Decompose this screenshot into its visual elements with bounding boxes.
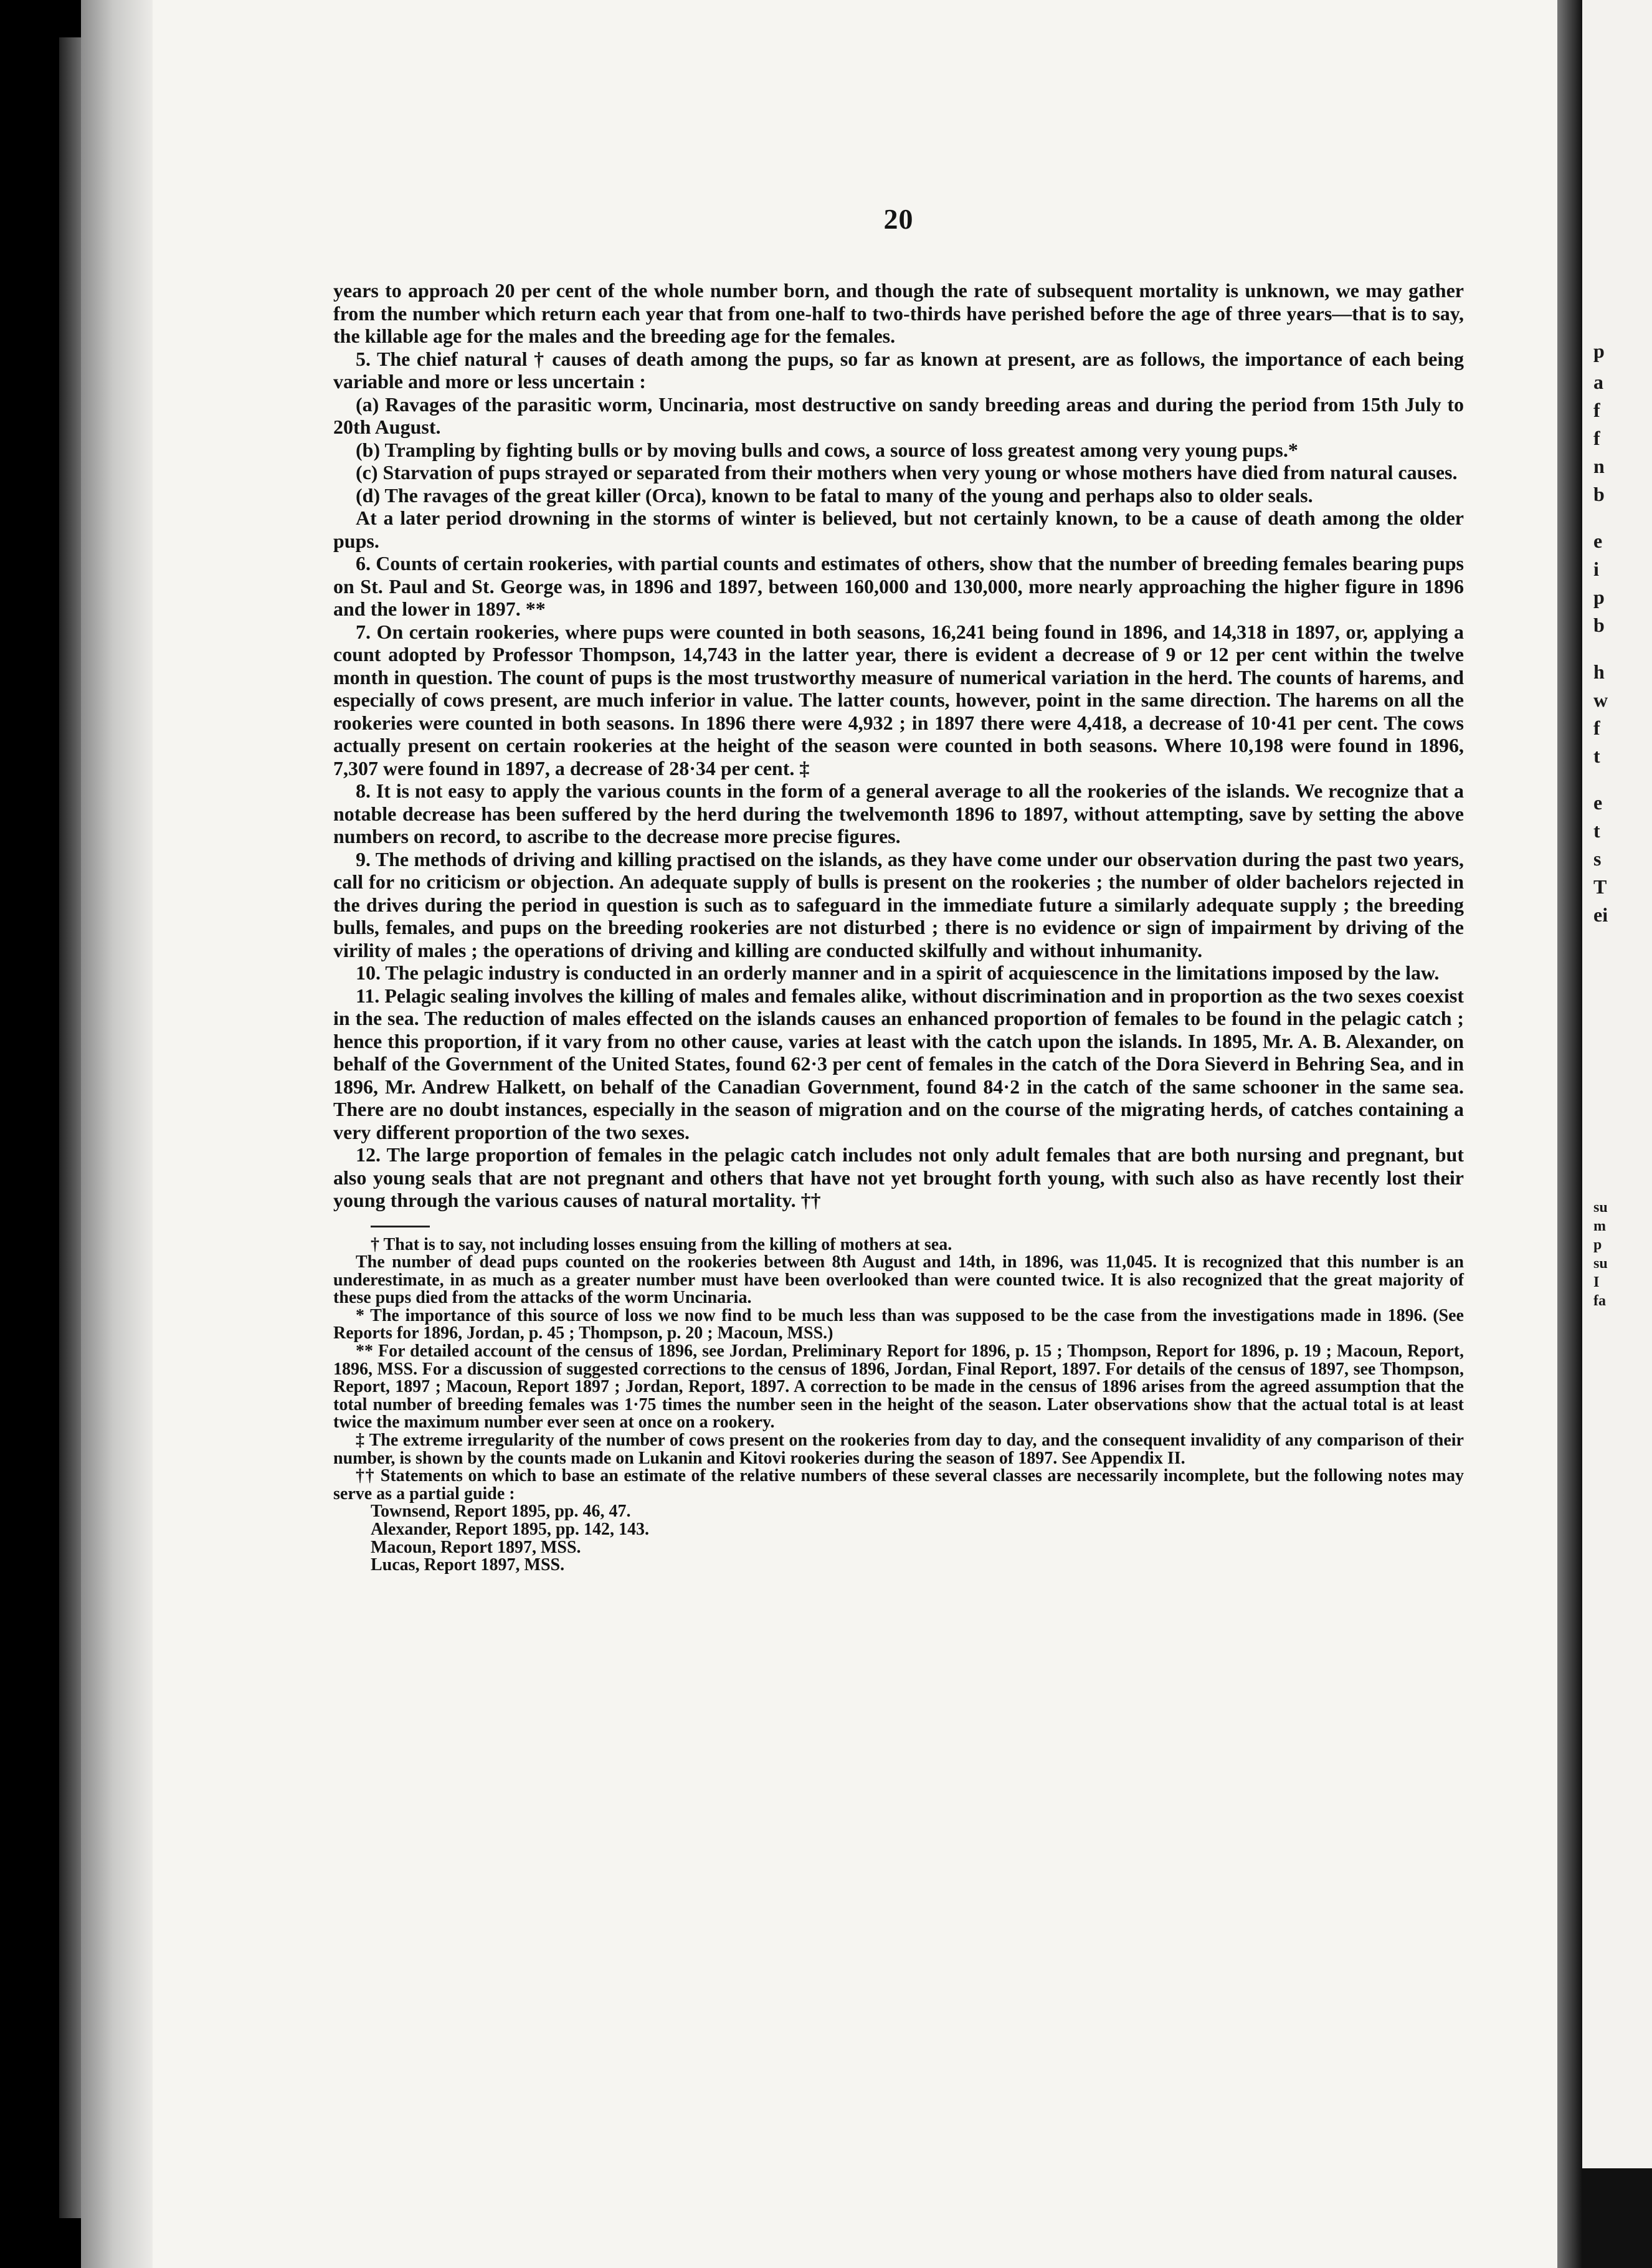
adjacent-page-fragment: n (1593, 455, 1605, 477)
page-number: 20 (883, 203, 914, 235)
adjacent-page-fragment: e (1593, 791, 1603, 814)
adjacent-page-strip (1582, 0, 1652, 2268)
paragraph-8: 8. It is not easy to apply the various counts in the form of a general average to all the rookeries of the islands. We recognize that a notable decrease has been suffered by the herd during the twelvemonth 1896 to 1897, without attempting, save by setting the above numbers on record, to ascribe to the decrease more precise figures. (333, 779, 1464, 847)
footnote-double-asterisk: ** For detailed account of the census of 1896, see Jordan, Preliminary Report for 1896, p. 15 ; Thompson, Report for 1896, p. 19 ; Macoun, Report, 1896, MSS. For a discussion of suggested corrections to the census of 1896, Jordan, Final Report, 1897. For details of the census of 1897, see Thompson, Report, 1897 ; Macoun, Report 1897 ; Jordan, Report, 1897. A correction to be made in the census of 1896 arises from the agreed assumption that the total number of breeding females was 1·75 times the number seen in the height of the season. Later observations show that the actual total is at least twice the maximum number ever seen at once on a rookery. (333, 1341, 1464, 1432)
paragraph-9: 9. The methods of driving and killing practised on the islands, as they have come under our observation during the past two years, call for no criticism or objection. An adequate supply of bulls is present on the rookeries ; the number of older bachelors rejected in the drives during the period in question is such as to safeguard in the immediate future a similarly adequate supply ; the breeding bulls, females, and pups on the breeding rookeries are not disturbed ; there is no evidence or sign of impairment by driving of the virility of males ; the operations of driving and killing are conducted skilfully and without inhumanity. (333, 847, 1464, 961)
binding-shadow (59, 37, 84, 2218)
footnotes (333, 1236, 1464, 1575)
paragraph-5b: (b) Trampling by fighting bulls or by moving bulls and cows, a source of loss greatest among very young pups.* (356, 438, 1298, 461)
adjacent-page-fragment: t (1593, 745, 1600, 767)
footnote-divider (371, 1226, 430, 1227)
footnote-asterisk: * The importance of this source of loss we now find to be much less than was supposed to be the case from the investigations made in 1896. (See Reports for 1896, Jordan, p. 45 ; Thompson, p. 20 ; Macoun, MSS.) (333, 1305, 1464, 1343)
adjacent-page-fragment: p (1593, 1237, 1602, 1253)
adjacent-page-fragment: su (1593, 1199, 1608, 1216)
adjacent-page-fragment: s (1593, 847, 1602, 870)
adjacent-page-fragment: e (1593, 530, 1603, 552)
adjacent-page-fragment: f (1593, 399, 1600, 421)
paragraph-7: 7. On certain rookeries, where pups were counted in both seasons, 16,241 being found in 1896, and 14,318 in 1897, or, applying a count adopted by Professor Thompson, 14,743 in the latter year, there is evident a decrease of 9 or 12 per cent within the twelve month in question. The count of pups is the most trustworthy measure of numerical variation in the herd. The counts of harems, and especially of cows present, are much inferior in value. The latter counts, however, point in the same direction. The harems on all the rookeries were counted in both seasons. In 1896 there were 4,932 ; in 1897 there were 4,418, a decrease of 10·41 per cent. The cows actually present on certain rookeries at the height of the season were counted in both seasons. Where 10,198 were found in 1896, 7,307 were found in 1897, a decrease of 28·34 per cent. ‡ (333, 620, 1464, 779)
paragraph-5d: (d) The ravages of the great killer (Orca), known to be fatal to many of the young and perhaps also to older seals. (356, 484, 1313, 507)
page-edge-left (81, 0, 153, 2268)
adjacent-page-fragment: h (1593, 660, 1605, 683)
adjacent-page-fragment: ei (1593, 903, 1608, 926)
adjacent-page-fragment: b (1593, 483, 1605, 505)
paragraph-continuation: years to approach 20 per cent of the whole number born, and though the rate of subsequent mortality is unknown, we may gather from the number which return each year that from one-half to two-thirds have perished before the age of three years—that is to say, the killable age for the males and the breeding age for the females. (333, 279, 1464, 347)
adjacent-page-fragment: w (1593, 688, 1608, 711)
paragraph-12: 12. The large proportion of females in the pelagic catch includes not only adult females that are both nursing and pregnant, but also young seals that are not pregnant and others that have not yet brought forth young, with such also as have recently lost their young through the various causes of natural mortality. †† (333, 1143, 1464, 1211)
adjacent-page-fragment: p (1593, 586, 1605, 608)
reference-item: Townsend, Report 1895, pp. 46, 47. (371, 1502, 631, 1522)
page-gutter-right (1557, 0, 1582, 2268)
footnote-double-dagger: ‡ The extreme irregularity of the number of cows present on the rookeries from day to day, and the consequent invalidity of any comparison of their number, is shown by the counts made on Lukanin and Kitovi rookeries during the season of 1897. See Appendix II. (333, 1431, 1464, 1468)
paragraph-11: 11. Pelagic sealing involves the killing of males and females alike, without discrimination and in proportion as the two sexes coexist in the sea. The reduction of males effected on the islands causes an enhanced proportion of females to be found in the pelagic catch ; hence this proportion, if it vary from no other cause, varies at least with the catch upon the islands. In 1895, Mr. A. B. Alexander, on behalf of the Government of the United States, found 62·3 per cent of females in the catch of the Dora Sieverd in Behring Sea, and in 1896, Mr. Andrew Halkett, on behalf of the Canadian Government, found 84·2 in the catch of the same schooner in the same sea. There are no doubt instances, especially in the season of migration and on the course of the migrating herds, of catches containing a very different proportion of the two sexes. (333, 984, 1464, 1143)
adjacent-page-fragment: t (1593, 819, 1600, 842)
footnote-dead-pups: The number of dead pups counted on the rookeries between 8th August and 14th, in 1896, was 11,045. It is recognized that this number is an underestimate, in as much as a greater number must have been overlooked than were counted twice. It is also recognized that the great majority of these pups died from the attacks of the worm Uncinaria. (333, 1252, 1464, 1308)
paragraph-5a: (a) Ravages of the parasitic worm, Uncinaria, most destructive on sandy breeding areas and during the period from 15th July to 20th August. (333, 393, 1464, 438)
adjacent-page-fragment: T (1593, 875, 1607, 898)
adjacent-page-fragment: I (1593, 1274, 1600, 1290)
paragraph-6: 6. Counts of certain rookeries, with partial counts and estimates of others, show that the number of breeding females bearing pups on St. Paul and St. George was, in 1896 and 1897, between 160,000 and 130,000, more nearly approaching the higher figure in 1896 and the lower in 1897. ** (333, 552, 1464, 620)
adjacent-page-fragment: fa (1593, 1293, 1606, 1309)
adjacent-page-fragment: b (1593, 614, 1605, 636)
reference-item: Alexander, Report 1895, pp. 142, 143. (371, 1520, 649, 1539)
page-text-block (333, 202, 1464, 1575)
adjacent-page-fragment: f (1593, 717, 1600, 739)
paragraph-5-later-period: At a later period drowning in the storms of winter is believed, but not certainly known, to be a cause of death among the older pups. (333, 507, 1464, 552)
adjacent-page-fragment: i (1593, 558, 1599, 580)
adjacent-page-fragment: m (1593, 1218, 1606, 1234)
reference-item: Macoun, Report 1897, MSS. (371, 1537, 581, 1557)
paragraph-5: 5. The chief natural † causes of death among the pups, so far as known at present, are as follows, the importance of each being variable and more or less uncertain : (333, 347, 1464, 393)
adjacent-page-fragment: su (1593, 1256, 1608, 1272)
adjacent-page-fragment: p (1593, 340, 1605, 362)
adjacent-page-fragment: a (1593, 371, 1603, 393)
paragraph-10: 10. The pelagic industry is conducted in an orderly manner and in a spirit of acquiescence in the limitations imposed by the law. (356, 961, 1440, 984)
paragraph-5c: (c) Starvation of pups strayed or separated from their mothers when very young or whose mothers have died from natural causes. (356, 461, 1458, 484)
reference-item: Lucas, Report 1897, MSS. (371, 1555, 565, 1575)
footnote-double-dagger-pair: †† Statements on which to base an estimate of the relative numbers of these several classes are necessarily incomplete, but the following notes may serve as a partial guide : (333, 1466, 1464, 1503)
adjacent-page-fragment: f (1593, 427, 1600, 449)
scan-border-dark (1582, 2168, 1652, 2268)
footnote-dagger: † That is to say, not including losses ensuing from the killing of mothers at sea. (371, 1234, 952, 1254)
